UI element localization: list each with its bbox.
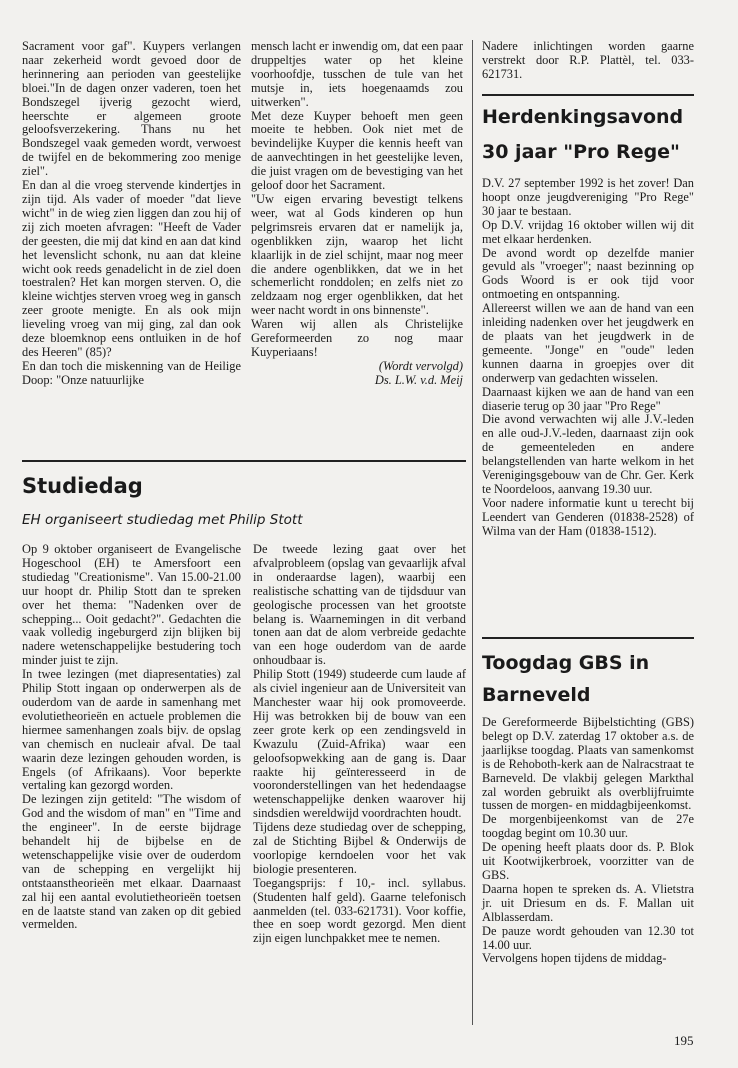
section-rule	[482, 637, 694, 639]
paragraph: D.V. 27 september 1992 is het zover! Dan hoopt onze jeugdvereniging "Pro Rege" 30 jaar te bestaan.	[482, 176, 694, 218]
article-signature-note: (Wordt vervolgd)	[378, 358, 463, 373]
section-rule	[22, 460, 466, 462]
paragraph: Sacrament voor gaf". Kuypers verlangen naar zekerheid wordt gevoed door de herinnering aan perioden van geestelijke bloei."In de dagen onzer vaderen, toen het Bondszegel ijverig gezocht wierd, heerschte er algemeen groote geloofsverzekering. Thans nu het Bondszegel vaak gemeden wordt, verwoest de twijfel en de bekommering zoo menige ziel".	[22, 39, 241, 179]
paragraph: Waren wij allen als Christelijke Gereformeerden zo nog maar Kuyperiaans!	[251, 317, 463, 359]
herdenking-title-line-2: 30 jaar "Pro Rege"	[482, 141, 680, 163]
toogdag-title-line-2: Barneveld	[482, 684, 591, 706]
paragraph: De morgenbijeenkomst van de 27e toogdag begint om 10.30 uur.	[482, 812, 694, 841]
paragraph: De tweede lezing gaat over het afvalprobleem (opslag van gevaarlijk afval in onderaardse lagen), waarbij een realistische schatting van de tijdsduur van geologische processen van het grootste belang is. Waarnemingen in dit verband tonen aan dat de alom verbreide gedachte van een hoge ouderdom van de aarde onhoudbaar is.	[253, 542, 466, 668]
paragraph: De Gereformeerde Bijbelstichting (GBS) belegt op D.V. zaterdag 17 oktober a.s. de jaarlijkse toogdag. Plaats van samenkomst is de Rehoboth-kerk aan de Nalracstraat te Barneveld. De vlakbij gelegen Markthal zal worden gebruikt als overblijfruimte tussen de morgen- en middagbijeenkomst.	[482, 715, 694, 813]
paragraph: De opening heeft plaats door ds. P. Blok uit Kootwijkerbroek, voorzitter van de GBS.	[482, 840, 694, 882]
paragraph: mensch lacht er inwendig om, dat een paar druppeltjes water op het kleine voorhoofdje, tusschen de tule van het mutsje in, iets hoegenaamds zou uitwerken".	[251, 39, 463, 109]
paragraph: Op D.V. vrijdag 16 oktober willen wij dit met elkaar herdenken.	[482, 217, 694, 246]
page-number: 195	[674, 1033, 694, 1048]
paragraph: In twee lezingen (met diapresentaties) zal Philip Stott ingaan op onderwerpen als de ouderdom van de aarde in samenhang met evolutietheorieën en actuele problemen die hiermee samenhangen zoals bijv. de opslag van chemisch en nucleair afval. De taal waarin deze lezingen gehouden worden, is Engels (of Afrikaans). Voor beperkte vertaling kan gezorgd worden.	[22, 667, 241, 793]
paragraph: De lezingen zijn getiteld: "The wisdom of God and the wisdom of man" en "Time and the engineer". In de eerste bijdrage behandelt hij de bijbelse en de wetenschappelijke visie over de ouderdom van de schepping en vergelijkt hij ontstaanstheorieën met elkaar. Daarnaast zal hij een aantal evolutietheorieën toetsen en de laatste stand van zaken op dit gebied vermelden.	[22, 792, 241, 932]
herdenking-title-line-1: Herdenkingsavond	[482, 106, 684, 128]
paragraph: Op 9 oktober organiseert de Evangelische Hogeschool (EH) te Amersfoort een studiedag "Creationisme". Van 15.00-21.00 uur hoopt dr. Philip Stott dan te spreken over het thema: "Nadenken over de schepping... Ooit gedacht?". Gedachten die vaak volledig ingeburgerd zijn blijken bij nadere wetenschappelijke bestudering toch minder juist te zijn.	[22, 542, 241, 668]
contact-info	[482, 40, 694, 82]
section-rule	[482, 94, 694, 96]
paragraph: "Uw eigen ervaring bevestigt telkens weer, wat al Gods kinderen op hun pelgrimsreis ervaren dat er namelijk ja, ogenblikken zijn, waarop het licht klaarlijk in de ziel schijnt, maar nog meer die andere ogenblikken, dat we in het schemerlicht ronddolen; en zelfs niet zo zeldzaam nog erger ogenblikken, dat het weer nacht wordt in ons binnenste".	[251, 191, 463, 318]
paragraph: Daarna hopen te spreken ds. A. Vlietstra jr. uit Driesum en ds. F. Mallan uit Alblasserdam.	[482, 881, 694, 924]
paragraph: Nadere inlichtingen worden gaarne verstrekt door R.P. Plattèl, tel. 033-621731.	[482, 39, 694, 81]
paragraph: Philip Stott (1949) studeerde cum laude af als civiel ingenieur aan de Universiteit van Manchester waar hij ook promoveerde. Hij was betrokken bij de bouw van een zeer grote kerk op een zendingsveld in Kwazulu (Zuid-Afrika) waar een geloofsopwekking aan de gang is. Daar raakte hij geïnteresseerd in de vooronderstellingen van het hedendaagse wetenschappelijke denken waarover hij sindsdien wereldwijd voordrachten houdt.	[253, 667, 466, 821]
paragraph: De pauze wordt gehouden van 12.30 tot 14.00 uur.	[482, 923, 694, 952]
studiedag-subtitle: EH organiseert studiedag met Philip Stott	[22, 512, 303, 528]
toogdag-body	[482, 716, 694, 966]
paragraph: En dan toch die miskenning van de Heilige Doop: "Onze natuurlijke	[22, 358, 241, 387]
paragraph: Vervolgens hopen tijdens de middag-	[482, 951, 667, 966]
paragraph: Die avond verwachten wij alle J.V.-leden en alle oud-J.V.-leden, daarnaast zijn ook de gemeenteleden en andere belangstellenden van harte welkom in het Verenigingsgebouw van de Chr. Ger. Kerk te Noordeloos, aanvang 19.30 uur.	[482, 412, 694, 496]
paragraph: En dan al die vroeg stervende kindertjes in zijn tijd. Als vader of moeder "dat lieve wicht" in de wieg zien liggen dan zou hij of zij zich moeten afvragen: "Heeft de Vader der geesten, die mij dat kind en aan dat kind het levenslicht schonk, nu aan dat kleine wicht ook reeds genadelicht in de ziel doen toestralen? Het kan morgen sterven. O, die kleine wichtjes sterven vroeg weg in gansch zeer groote menigte. En als ook mijn lieveling vroeg van mij ging, zal dan ook deze bloemknop eens ontluiken in de hof des Heeren" (85)?	[22, 178, 241, 359]
article-col-1	[22, 40, 241, 388]
herdenking-body	[482, 177, 694, 539]
paragraph: Allereerst willen we aan de hand van een inleiding nadenken over het jeugdwerk en de plaats van het jeugdwerk in de gemeente. "Jonge" en "oude" leden kunnen daarna in groepjes over dit onderwerp van gedachten wisselen.	[482, 301, 694, 385]
paragraph: De avond wordt op dezelfde manier gevuld als "vroeger"; naast bezinning op Gods Woord is er ook tijd voor ontmoeting en ontspanning.	[482, 245, 694, 302]
studiedag-title: Studiedag	[22, 474, 143, 498]
studiedag-col-2	[253, 543, 466, 946]
paragraph: Daarnaast kijken we aan de hand van een diaserie terug op 30 jaar "Pro Rege"	[482, 384, 694, 413]
toogdag-title-line-1: Toogdag GBS in	[482, 652, 650, 674]
article-col-2	[251, 40, 463, 388]
paragraph: Toegangsprijs: f 10,- incl. syllabus. (Studenten half geld). Gaarne telefonisch aanmelden (tel. 033-621731). Voor koffie, thee en soep wordt gezorgd. Men dient zijn eigen lunchpakket mee te nemen.	[253, 875, 466, 946]
paragraph: Voor nadere informatie kunt u terecht bij Leendert van Genderen (01838-2528) of Wilma van der Ham (01838-1512).	[482, 495, 694, 538]
column-divider	[472, 40, 473, 1025]
studiedag-col-1	[22, 543, 241, 932]
paragraph: Met deze Kuyper behoeft men geen moeite te hebben. Ook niet met de bevindelijke Kuyper die kennis heeft van de aanvechtingen in het geestelijke leven, die juist vragen om de bevestiging van het geloof door het Sacrament.	[251, 108, 463, 193]
paragraph: Tijdens deze studiedag over de schepping, zal de Stichting Bijbel & Onderwijs de voorlopige kerndoelen voor het vak biologie presenteren.	[253, 820, 466, 876]
article-author: Ds. L.W. v.d. Meij	[374, 372, 463, 387]
